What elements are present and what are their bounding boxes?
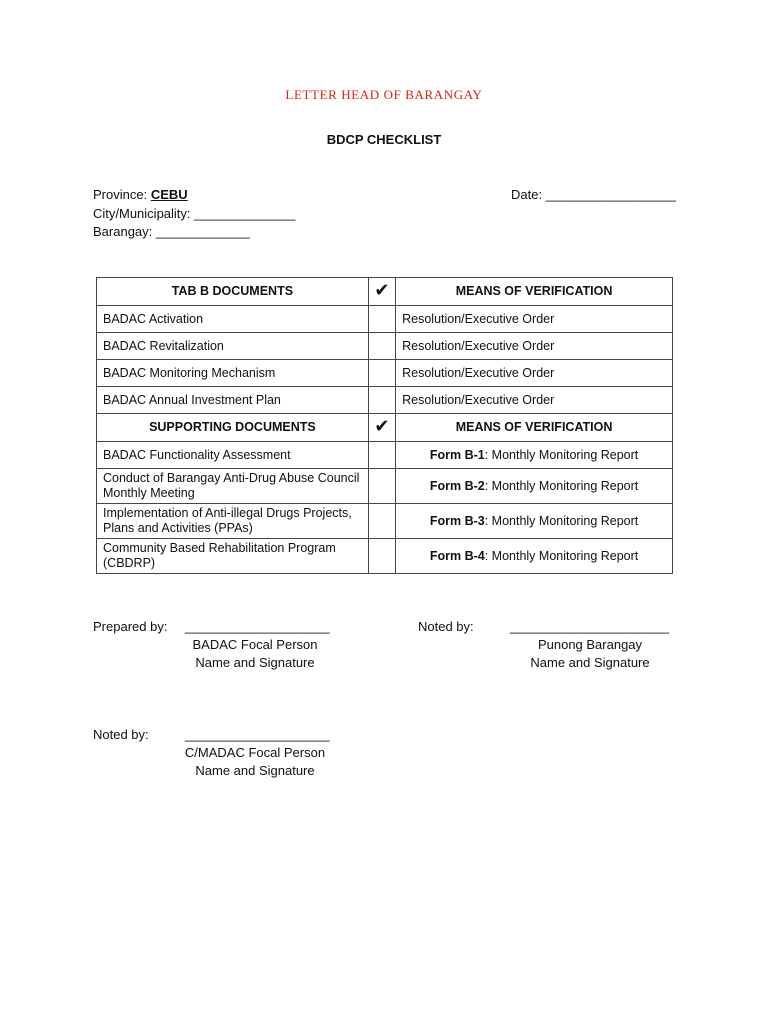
check-cell[interactable] (368, 306, 395, 333)
section-a-header-row (97, 278, 673, 306)
city-label: City/Municipality: (93, 206, 191, 221)
prepared-by-role: BADAC Focal Person (192, 637, 318, 652)
table-row (97, 469, 673, 504)
check-cell[interactable] (368, 387, 395, 414)
verification-cell (396, 539, 673, 574)
table-row (97, 306, 673, 333)
verification-cell: Resolution/Executive Order (396, 333, 673, 360)
noted-by-label: Noted by: (418, 619, 474, 634)
noted-by-bottom-caption: Name and Signature (195, 763, 315, 778)
means-of-verification-header: MEANS OF VERIFICATION (396, 278, 673, 306)
date-blank: __________________ (545, 187, 676, 202)
date-field (511, 187, 676, 202)
document-cell: BADAC Activation (97, 306, 369, 333)
document-cell: BADAC Functionality Assessment (97, 442, 369, 469)
noted-by-caption: Name and Signature (530, 655, 650, 670)
form-code: Form B-2 (429, 478, 485, 493)
verification-cell: Resolution/Executive Order (396, 306, 673, 333)
table-row (97, 442, 673, 469)
letterhead: LETTER HEAD OF BARANGAY (285, 87, 483, 102)
noted-by-bottom-signature-line: ____________________ (185, 727, 330, 742)
document-cell: BADAC Revitalization (97, 333, 369, 360)
document-cell: Conduct of Barangay Anti-Drug Abuse Council Monthly Meeting (97, 469, 369, 504)
check-header (368, 414, 395, 442)
supporting-documents-header: SUPPORTING DOCUMENTS (97, 414, 369, 442)
means-of-verification-header: MEANS OF VERIFICATION (396, 414, 673, 442)
document-cell: BADAC Annual Investment Plan (97, 387, 369, 414)
table-row (97, 387, 673, 414)
noted-by-signature-line: ______________________ (510, 619, 670, 634)
checklist-table (96, 277, 673, 574)
check-cell[interactable] (368, 360, 395, 387)
form-description: : Monthly Monitoring Report (484, 548, 639, 563)
table-row (97, 504, 673, 539)
province-label: Province: (93, 187, 148, 202)
check-cell[interactable] (368, 504, 395, 539)
province-value: CEBU (150, 187, 188, 202)
form-description: : Monthly Monitoring Report (484, 478, 639, 493)
check-cell[interactable] (368, 442, 395, 469)
form-code: Form B-3 (429, 513, 485, 528)
barangay-blank: _____________ (155, 224, 250, 239)
check-cell[interactable] (368, 469, 395, 504)
verification-cell: Resolution/Executive Order (396, 387, 673, 414)
check-cell[interactable] (368, 539, 395, 574)
verification-cell (396, 469, 673, 504)
city-field (93, 206, 295, 221)
barangay-field (93, 224, 250, 239)
document-title: BDCP CHECKLIST (326, 132, 442, 147)
form-code: Form B-4 (429, 548, 485, 563)
table-row (97, 360, 673, 387)
noted-by-role: Punong Barangay (537, 637, 643, 652)
prepared-by-label: Prepared by: (93, 619, 168, 634)
form-code: Form B-1 (429, 447, 485, 462)
date-label: Date: (511, 187, 543, 202)
document-cell: BADAC Monitoring Mechanism (97, 360, 369, 387)
document-cell: Implementation of Anti-illegal Drugs Projects, Plans and Activities (PPAs) (97, 504, 369, 539)
noted-by-bottom-role: C/MADAC Focal Person (184, 745, 326, 760)
city-blank: ______________ (194, 206, 296, 221)
form-description: : Monthly Monitoring Report (484, 447, 639, 462)
checkmark-icon: ✔ (374, 280, 390, 301)
verification-cell (396, 442, 673, 469)
section-b-header-row (97, 414, 673, 442)
province-field (93, 187, 188, 202)
form-description: : Monthly Monitoring Report (484, 513, 639, 528)
noted-by-bottom-label: Noted by: (93, 727, 149, 742)
prepared-by-caption: Name and Signature (195, 655, 315, 670)
verification-cell (396, 504, 673, 539)
barangay-label: Barangay: (93, 224, 153, 239)
check-header (368, 278, 395, 306)
table-row (97, 539, 673, 574)
checkmark-icon: ✔ (374, 416, 390, 437)
document-cell: Community Based Rehabilitation Program (CBDRP) (97, 539, 369, 574)
verification-cell: Resolution/Executive Order (396, 360, 673, 387)
prepared-by-signature-line: ____________________ (185, 619, 330, 634)
table-row (97, 333, 673, 360)
tab-b-documents-header: TAB B DOCUMENTS (97, 278, 369, 306)
check-cell[interactable] (368, 333, 395, 360)
